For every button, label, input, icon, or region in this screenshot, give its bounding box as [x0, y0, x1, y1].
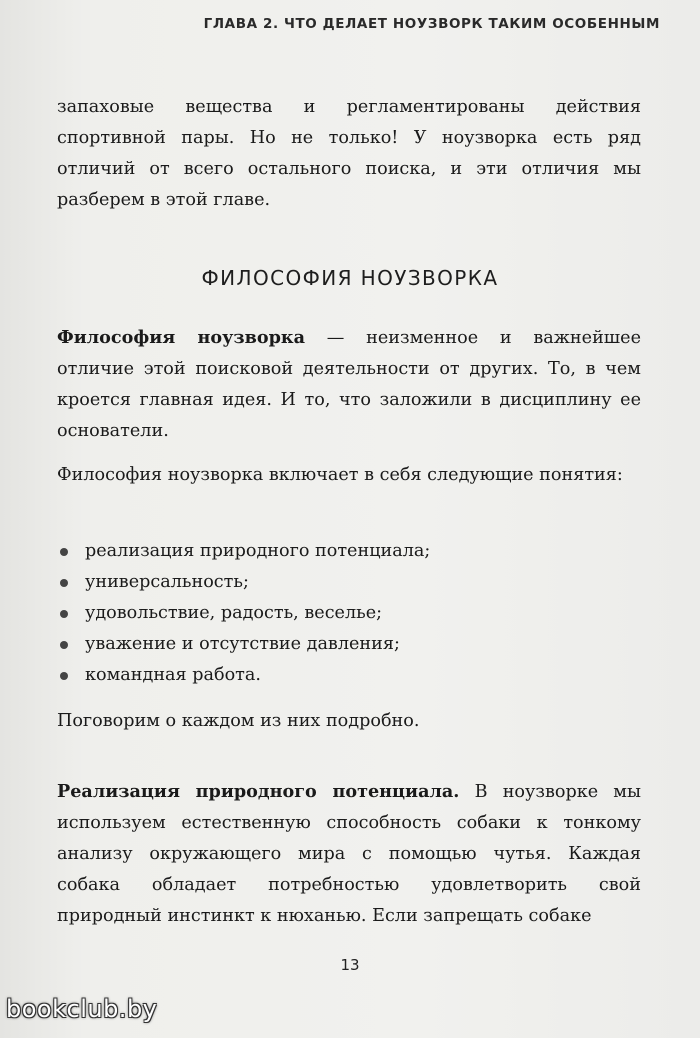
list-item-text: универсальность; — [85, 572, 249, 592]
list-item-text: реализация природного потенциала; — [85, 541, 431, 561]
list-item-text: удовольствие, радость, веселье; — [85, 603, 383, 623]
list-item — [57, 660, 657, 691]
paragraph-intro: запаховые вещества и регламентированы действия спортивной пары. Но не только! У ноузворка есть ряд отличий от всего остального поиска, и эти отличия мы разберем в этой главе. — [57, 97, 641, 210]
list-item — [57, 567, 657, 598]
section-heading: ФИЛОСОФИЯ НОУЗВОРКА — [201, 266, 499, 290]
page-number: 13 — [340, 956, 360, 974]
bullet-icon — [60, 641, 68, 649]
list-item — [57, 629, 657, 660]
paragraph-philosophy — [57, 322, 641, 447]
paragraph-text: — неизменное и важнейшее отличие этой поисковой деятельности от других. То, в чем кроется главная идея. И то, что заложили в дисциплину ее основатели. — [57, 328, 641, 441]
bullet-icon — [60, 548, 68, 556]
paragraph-text: В ноузворке мы используем естественную способность собаки к тонкому анализу окружающего мира с помощью чутья. Каждая собака обладает потребностью удовлетворить свой природный инстинкт к нюханью. Если запрещать собаке — [57, 782, 641, 926]
running-head: ГЛАВА 2. ЧТО ДЕЛАЕТ НОУЗВОРК ТАКИМ ОСОБЕННЫМ — [203, 16, 660, 32]
bold-lead: Реализация природного потенциала. — [57, 781, 460, 802]
paragraph-potential — [57, 776, 641, 932]
list-item-text: уважение и отсутствие давления; — [85, 634, 400, 654]
bullet-icon — [60, 610, 68, 618]
list-item-text: командная работа. — [85, 665, 261, 685]
watermark: bookclub.by — [6, 995, 158, 1023]
bullet-icon — [60, 672, 68, 680]
bullet-icon — [60, 579, 68, 587]
bold-lead: Философия ноузворка — [57, 327, 305, 348]
concepts-list — [57, 536, 657, 691]
list-item — [57, 598, 657, 629]
paragraph-transition: Поговорим о каждом из них подробно. — [57, 711, 420, 731]
paragraph-includes: Философия ноузворка включает в себя следующие понятия: — [57, 465, 623, 485]
list-item — [57, 536, 657, 567]
